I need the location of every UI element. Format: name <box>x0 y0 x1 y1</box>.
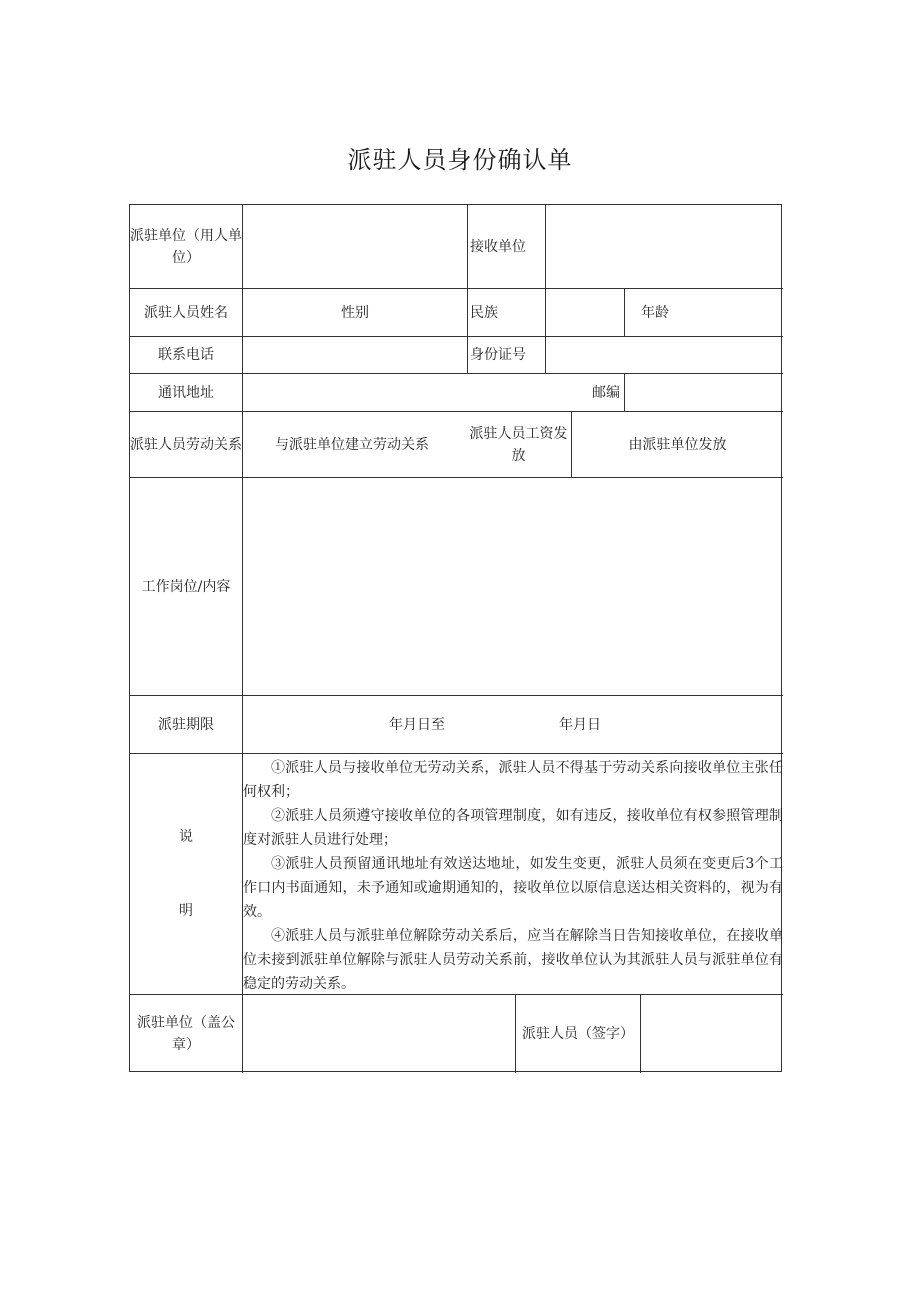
gender-label: 性别 <box>341 304 369 321</box>
notes-label-2: 明 <box>179 903 193 919</box>
seal-field[interactable] <box>243 995 515 1073</box>
age-field[interactable] <box>685 289 783 336</box>
page-title: 派驻人员身份确认单 <box>347 146 573 174</box>
id-label: 身份证号 <box>470 347 526 363</box>
labor-relation-label: 派驻人员劳动关系 <box>130 436 242 453</box>
period-field[interactable] <box>243 696 783 753</box>
ethnicity-field[interactable] <box>546 289 624 336</box>
notes-content <box>243 754 783 996</box>
receive-unit-label: 接收单位 <box>470 238 526 255</box>
dispatch-unit-field[interactable] <box>243 205 467 288</box>
period-end: 年月日 <box>559 716 601 733</box>
job-label: 工作岗位/内容 <box>141 578 231 595</box>
postcode-label: 邮编 <box>592 384 620 401</box>
postcode-field[interactable] <box>625 374 783 411</box>
notes-label-1: 说 <box>179 829 193 845</box>
seal-label: 派驻单位（盖公章） <box>137 1015 235 1053</box>
phone-label: 联系电话 <box>158 347 214 363</box>
confirmation-form <box>129 204 782 1072</box>
notes-label <box>130 754 242 994</box>
sign-label: 派驻人员（签字） <box>522 1026 634 1042</box>
address-label: 通讯地址 <box>158 384 214 401</box>
address-field[interactable] <box>243 374 543 411</box>
labor-relation-value: 与派驻单位建立劳动关系 <box>275 436 429 453</box>
sign-field[interactable] <box>641 995 783 1073</box>
period-label: 派驻期限 <box>158 716 214 733</box>
receive-unit-field[interactable] <box>546 205 783 288</box>
note-item: ③派驻人员预留通讯地址有效送达地址，如发生变更，派驻人员须在变更后3个工作口内书面通知，未予通知或逾期通知的，接收单位以原信息送达相关资料的，视为有效。 <box>243 856 783 920</box>
salary-label: 派驻人员工资发放 <box>469 425 568 464</box>
job-field[interactable] <box>243 478 783 695</box>
dispatch-unit-label: 派驻单位（用人单位） <box>130 227 242 266</box>
note-item: ①派驻人员与接收单位无劳动关系，派驻人员不得基于劳动关系向接收单位主张任何权利； <box>243 760 783 800</box>
id-field[interactable] <box>546 337 783 373</box>
note-item: ④派驻人员与派驻单位解除劳动关系后，应当在解除当日告知接收单位，在接收单位未接到派驻单位解除与派驻人员劳动关系前，接收单位认为其派驻人员与派驻单位有稳定的劳动关系。 <box>243 928 783 992</box>
phone-field[interactable] <box>243 337 467 373</box>
ethnicity-label: 民族 <box>470 304 498 321</box>
note-item: ②派驻人员须遵守接收单位的各项管理制度，如有违反，接收单位有权参照管理制度对派驻人员进行处理； <box>243 808 783 848</box>
name-label: 派驻人员姓名 <box>144 304 228 321</box>
age-label: 年龄 <box>641 304 669 321</box>
period-start: 年月日至 <box>389 716 445 733</box>
salary-value: 由派驻单位发放 <box>628 436 727 453</box>
